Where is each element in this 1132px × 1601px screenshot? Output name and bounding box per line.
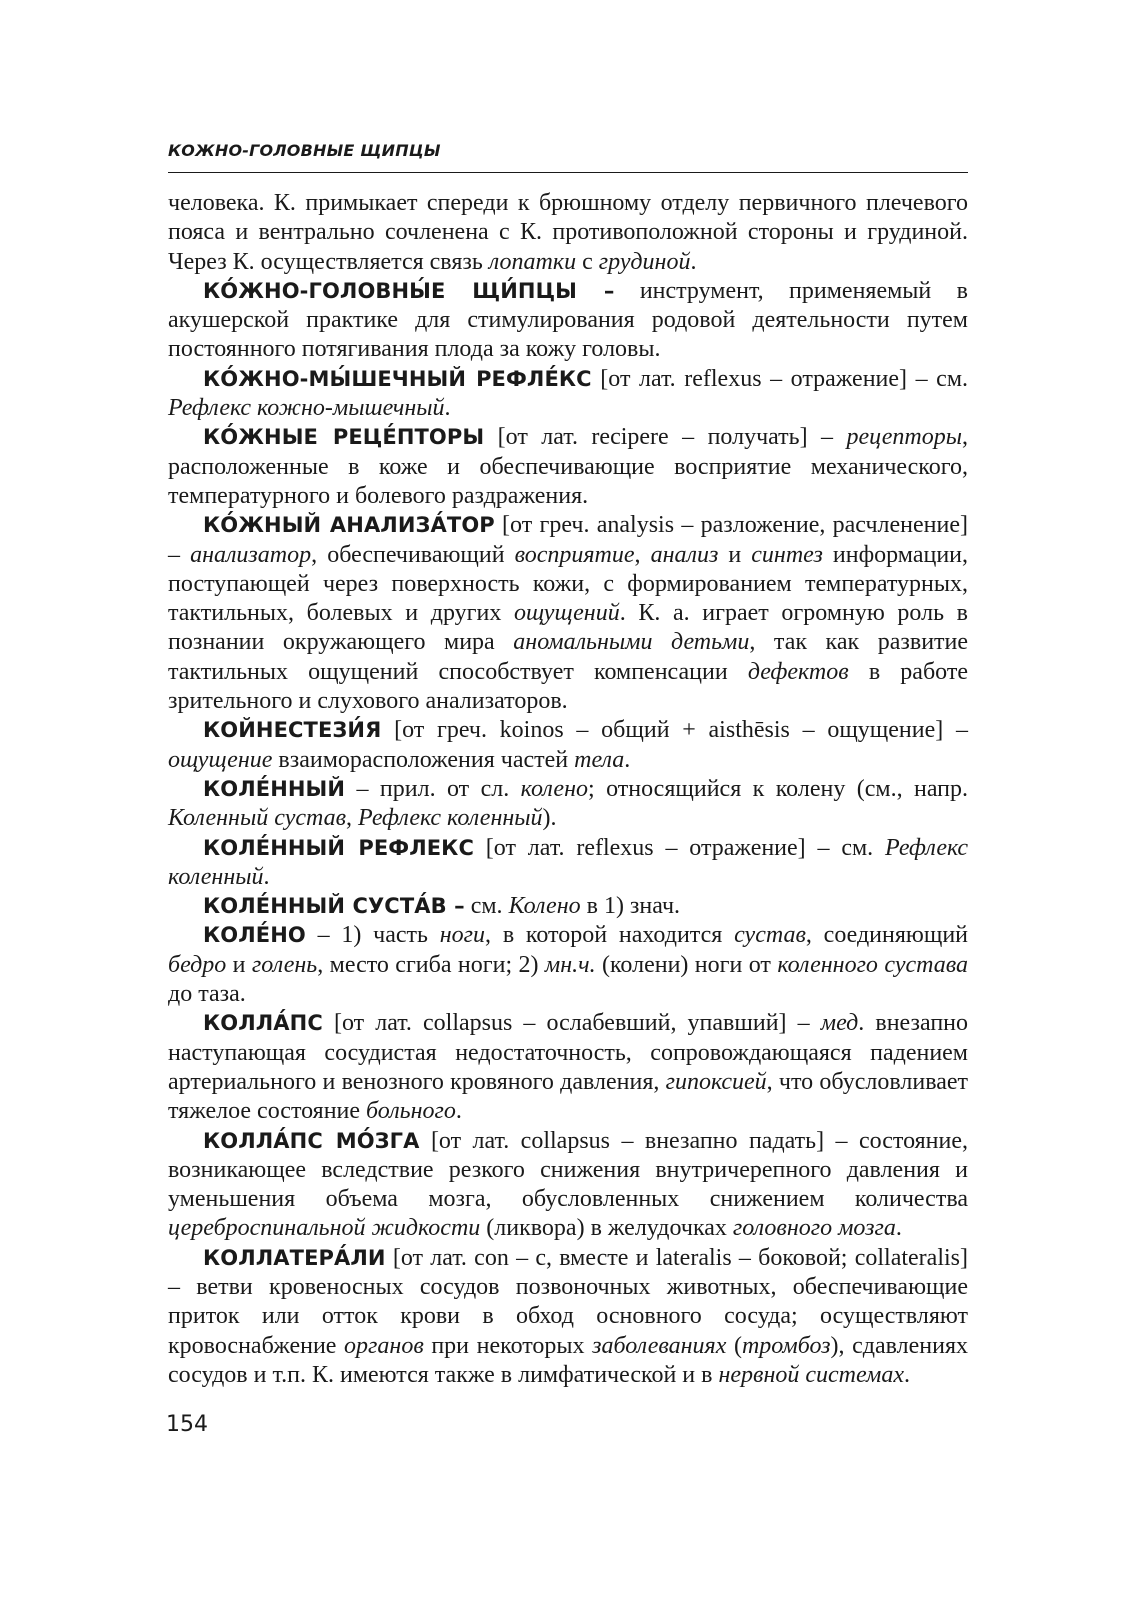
entry-text: (ликвора) в желудочках xyxy=(480,1215,733,1242)
entry-headword: КО́ЖНЫЙ АНАЛИЗА́ТОР xyxy=(203,513,495,538)
cross-reference: тела xyxy=(574,746,625,773)
cross-reference: ощущений xyxy=(513,600,620,627)
dictionary-entry xyxy=(168,775,968,834)
entry-text: . внезапно наступающая сосудистая недостаточность, сопровождающаяся падением артериального и венозного кровяного давления, xyxy=(168,1010,969,1095)
cross-reference: органов xyxy=(344,1332,424,1359)
entry-text: . К. а. играет огромную роль в познании окружающего мира xyxy=(168,600,968,656)
cross-reference: синтез xyxy=(751,541,823,568)
cross-reference: лопатки xyxy=(488,248,577,275)
entry-text: , обеспечивающий xyxy=(311,541,515,568)
entry-text: ( xyxy=(726,1332,742,1359)
entry-text: [от лат. recipere – получать] – xyxy=(484,424,847,451)
cross-reference: Рефлекс кожно-мышечный xyxy=(168,395,445,422)
dictionary-entry xyxy=(168,921,968,1009)
entry-text: , место сгиба ноги; 2) xyxy=(317,951,545,978)
cross-reference: бедро xyxy=(168,951,227,978)
entry-text: . xyxy=(904,1361,911,1388)
entry-text: [от лат. collapsus – внезапно падать] – состояние, возникающее вследствие резкого снижения внутричерепного давления и уменьшения объема мозга, обусловленных снижением количества xyxy=(168,1127,968,1213)
cross-reference: анализ xyxy=(650,541,719,568)
cross-reference: Коленный сустав xyxy=(168,805,347,832)
cross-reference: ноги xyxy=(439,922,486,949)
entry-text: (колени) ноги от xyxy=(595,951,778,978)
entry-text: в 1) знач. xyxy=(580,893,681,920)
entry-text: . xyxy=(690,248,697,275)
cross-reference: рецепторы xyxy=(846,424,962,451)
entry-headword: КОЛЛА́ПС xyxy=(203,1011,323,1036)
entry-text: см. xyxy=(464,893,509,920)
entry-text: [от греч. koinos – общий + aisthēsis – ощущение] – xyxy=(381,717,968,744)
entry-headword: КОЛЕ́НО xyxy=(203,923,306,948)
dictionary-text xyxy=(168,189,968,1390)
entry-headword: КОЙНЕСТЕЗИ́Я xyxy=(203,718,382,743)
entry-headword: КО́ЖНО-МЫ́ШЕЧНЫЙ РЕФЛЕ́КС xyxy=(203,366,592,391)
entry-text: до таза. xyxy=(168,981,246,1008)
cross-reference: голень xyxy=(251,951,318,978)
entry-text: , что обусловливает тяжелое состояние xyxy=(168,1068,968,1125)
cross-reference: заболеваниях xyxy=(592,1332,727,1359)
entry-text: , в которой находится xyxy=(485,922,735,949)
dictionary-entry xyxy=(168,892,968,921)
cross-reference: Колено xyxy=(508,893,581,920)
entry-text: при некоторых xyxy=(423,1332,593,1359)
entry-text: . xyxy=(624,746,631,773)
entry-text: , соединяющий xyxy=(805,922,969,949)
page-number: 154 xyxy=(166,1412,208,1437)
entry-text: . xyxy=(263,863,270,890)
cross-reference: ощущение xyxy=(168,746,273,773)
dictionary-entry xyxy=(168,423,968,511)
cross-reference: тромбоз xyxy=(741,1332,831,1359)
entry-headword: КОЛЕ́ННЫЙ СУСТА́В – xyxy=(203,894,465,919)
header-rule xyxy=(168,172,968,173)
cross-reference: аномальными детьми xyxy=(513,629,750,656)
entry-headword: КОЛЕ́ННЫЙ xyxy=(203,776,346,801)
dictionary-entry xyxy=(168,716,968,775)
dictionary-entry xyxy=(168,277,968,365)
cross-reference: колено xyxy=(520,775,588,802)
cross-reference: цереброспинальной жидкости xyxy=(168,1215,481,1242)
cross-reference: больного xyxy=(366,1098,456,1125)
cross-reference: коленного сустава xyxy=(777,951,969,978)
dictionary-entry xyxy=(168,511,968,716)
entry-text: , так как развитие тактильных ощущений способствует компенсации xyxy=(168,629,969,685)
entry-text: в работе зрительного и слухового анализаторов. xyxy=(168,658,968,715)
cross-reference: мн.ч. xyxy=(544,951,596,978)
entry-text: [от лат. con – с, вместе и lateralis – боковой; collateralis] – ветви кровеносных сосудов позвоночных животных, обеспечивающие приток или отток крови в обход основного сосуда; осуществляют кровоснабжение xyxy=(168,1244,968,1359)
entry-text: , xyxy=(634,541,651,568)
entry-headword: КОЛЛАТЕРА́ЛИ xyxy=(203,1245,386,1270)
entry-text: – 1) часть xyxy=(305,922,440,949)
entry-text: человека. К. примыкает спереди к брюшному отделу первичного плечевого пояса и вентрально сочленена с К. противоположной стороны и грудиной. Через К. осуществляется связь xyxy=(168,190,968,275)
cross-reference: сустав xyxy=(734,922,806,949)
entry-text: . xyxy=(895,1215,902,1242)
entry-text: [от лат. reflexus – отражение] – см. xyxy=(473,834,886,861)
cross-reference: гипоксией xyxy=(665,1068,767,1095)
entry-text: ), сдавлениях сосудов и т.п. К. имеются также в лимфатической и в xyxy=(168,1332,968,1388)
dictionary-entry xyxy=(168,1127,968,1244)
cross-reference: дефектов xyxy=(747,658,849,685)
entry-text: ). xyxy=(542,805,557,832)
entry-text: информации, поступающей через поверхность кожи, с формированием температурных, тактильных, болевых и других xyxy=(168,541,969,627)
entry-text: , расположенные в коже и обеспечивающие восприятие механического, температурного и болевого раздражения. xyxy=(168,424,968,509)
entry-text: [от лат. reflexus – отражение] – см. xyxy=(591,365,968,392)
entry-headword: КО́ЖНО-ГОЛОВНЫ́Е ЩИ́ПЦЫ – xyxy=(203,278,615,303)
dictionary-entry xyxy=(168,1244,968,1390)
dictionary-entry xyxy=(168,834,968,893)
entry-text: и xyxy=(718,541,752,568)
entry-text: ; относящийся к колену (см., напр. xyxy=(587,775,968,802)
entry-text: инструмент, применяемый в акушерской практике для стимулирования родовой деятельности путем постоянного потягивания плода за кожу головы. xyxy=(168,277,968,363)
dictionary-entry xyxy=(168,1009,968,1126)
entry-text: , xyxy=(346,805,359,832)
cross-reference: головного мозга xyxy=(732,1215,896,1242)
cross-reference: восприятие xyxy=(514,541,635,568)
entry-text: . xyxy=(444,395,451,422)
continuation-paragraph xyxy=(168,189,968,277)
entry-headword: КОЛЛА́ПС МО́ЗГА xyxy=(203,1128,420,1153)
running-head: КОЖНО-ГОЛОВНЫЕ ЩИПЦЫ xyxy=(168,141,441,160)
entry-text: и xyxy=(226,951,252,978)
cross-reference: грудиной xyxy=(598,248,691,275)
cross-reference: мед xyxy=(820,1010,859,1037)
entry-text: [от греч. analysis – разложение, расчленение] – xyxy=(168,512,969,568)
cross-reference: Рефлекс коленный xyxy=(358,805,543,832)
entry-text: [от лат. collapsus – ослабевший, упавший] – xyxy=(322,1010,821,1037)
entry-text: взаиморасположения частей xyxy=(272,746,575,773)
cross-reference: Рефлекс коленный xyxy=(168,834,968,890)
entry-text: . xyxy=(455,1098,462,1125)
cross-reference: анализатор xyxy=(190,541,312,568)
cross-reference: нервной системах xyxy=(718,1361,905,1388)
entry-headword: КО́ЖНЫЕ РЕЦЕ́ПТОРЫ xyxy=(203,425,485,450)
dictionary-entry xyxy=(168,365,968,424)
entry-headword: КОЛЕ́ННЫЙ РЕФЛЕКС xyxy=(203,835,474,860)
entry-text: – прил. от сл. xyxy=(345,775,521,802)
entry-text: с xyxy=(576,248,599,275)
